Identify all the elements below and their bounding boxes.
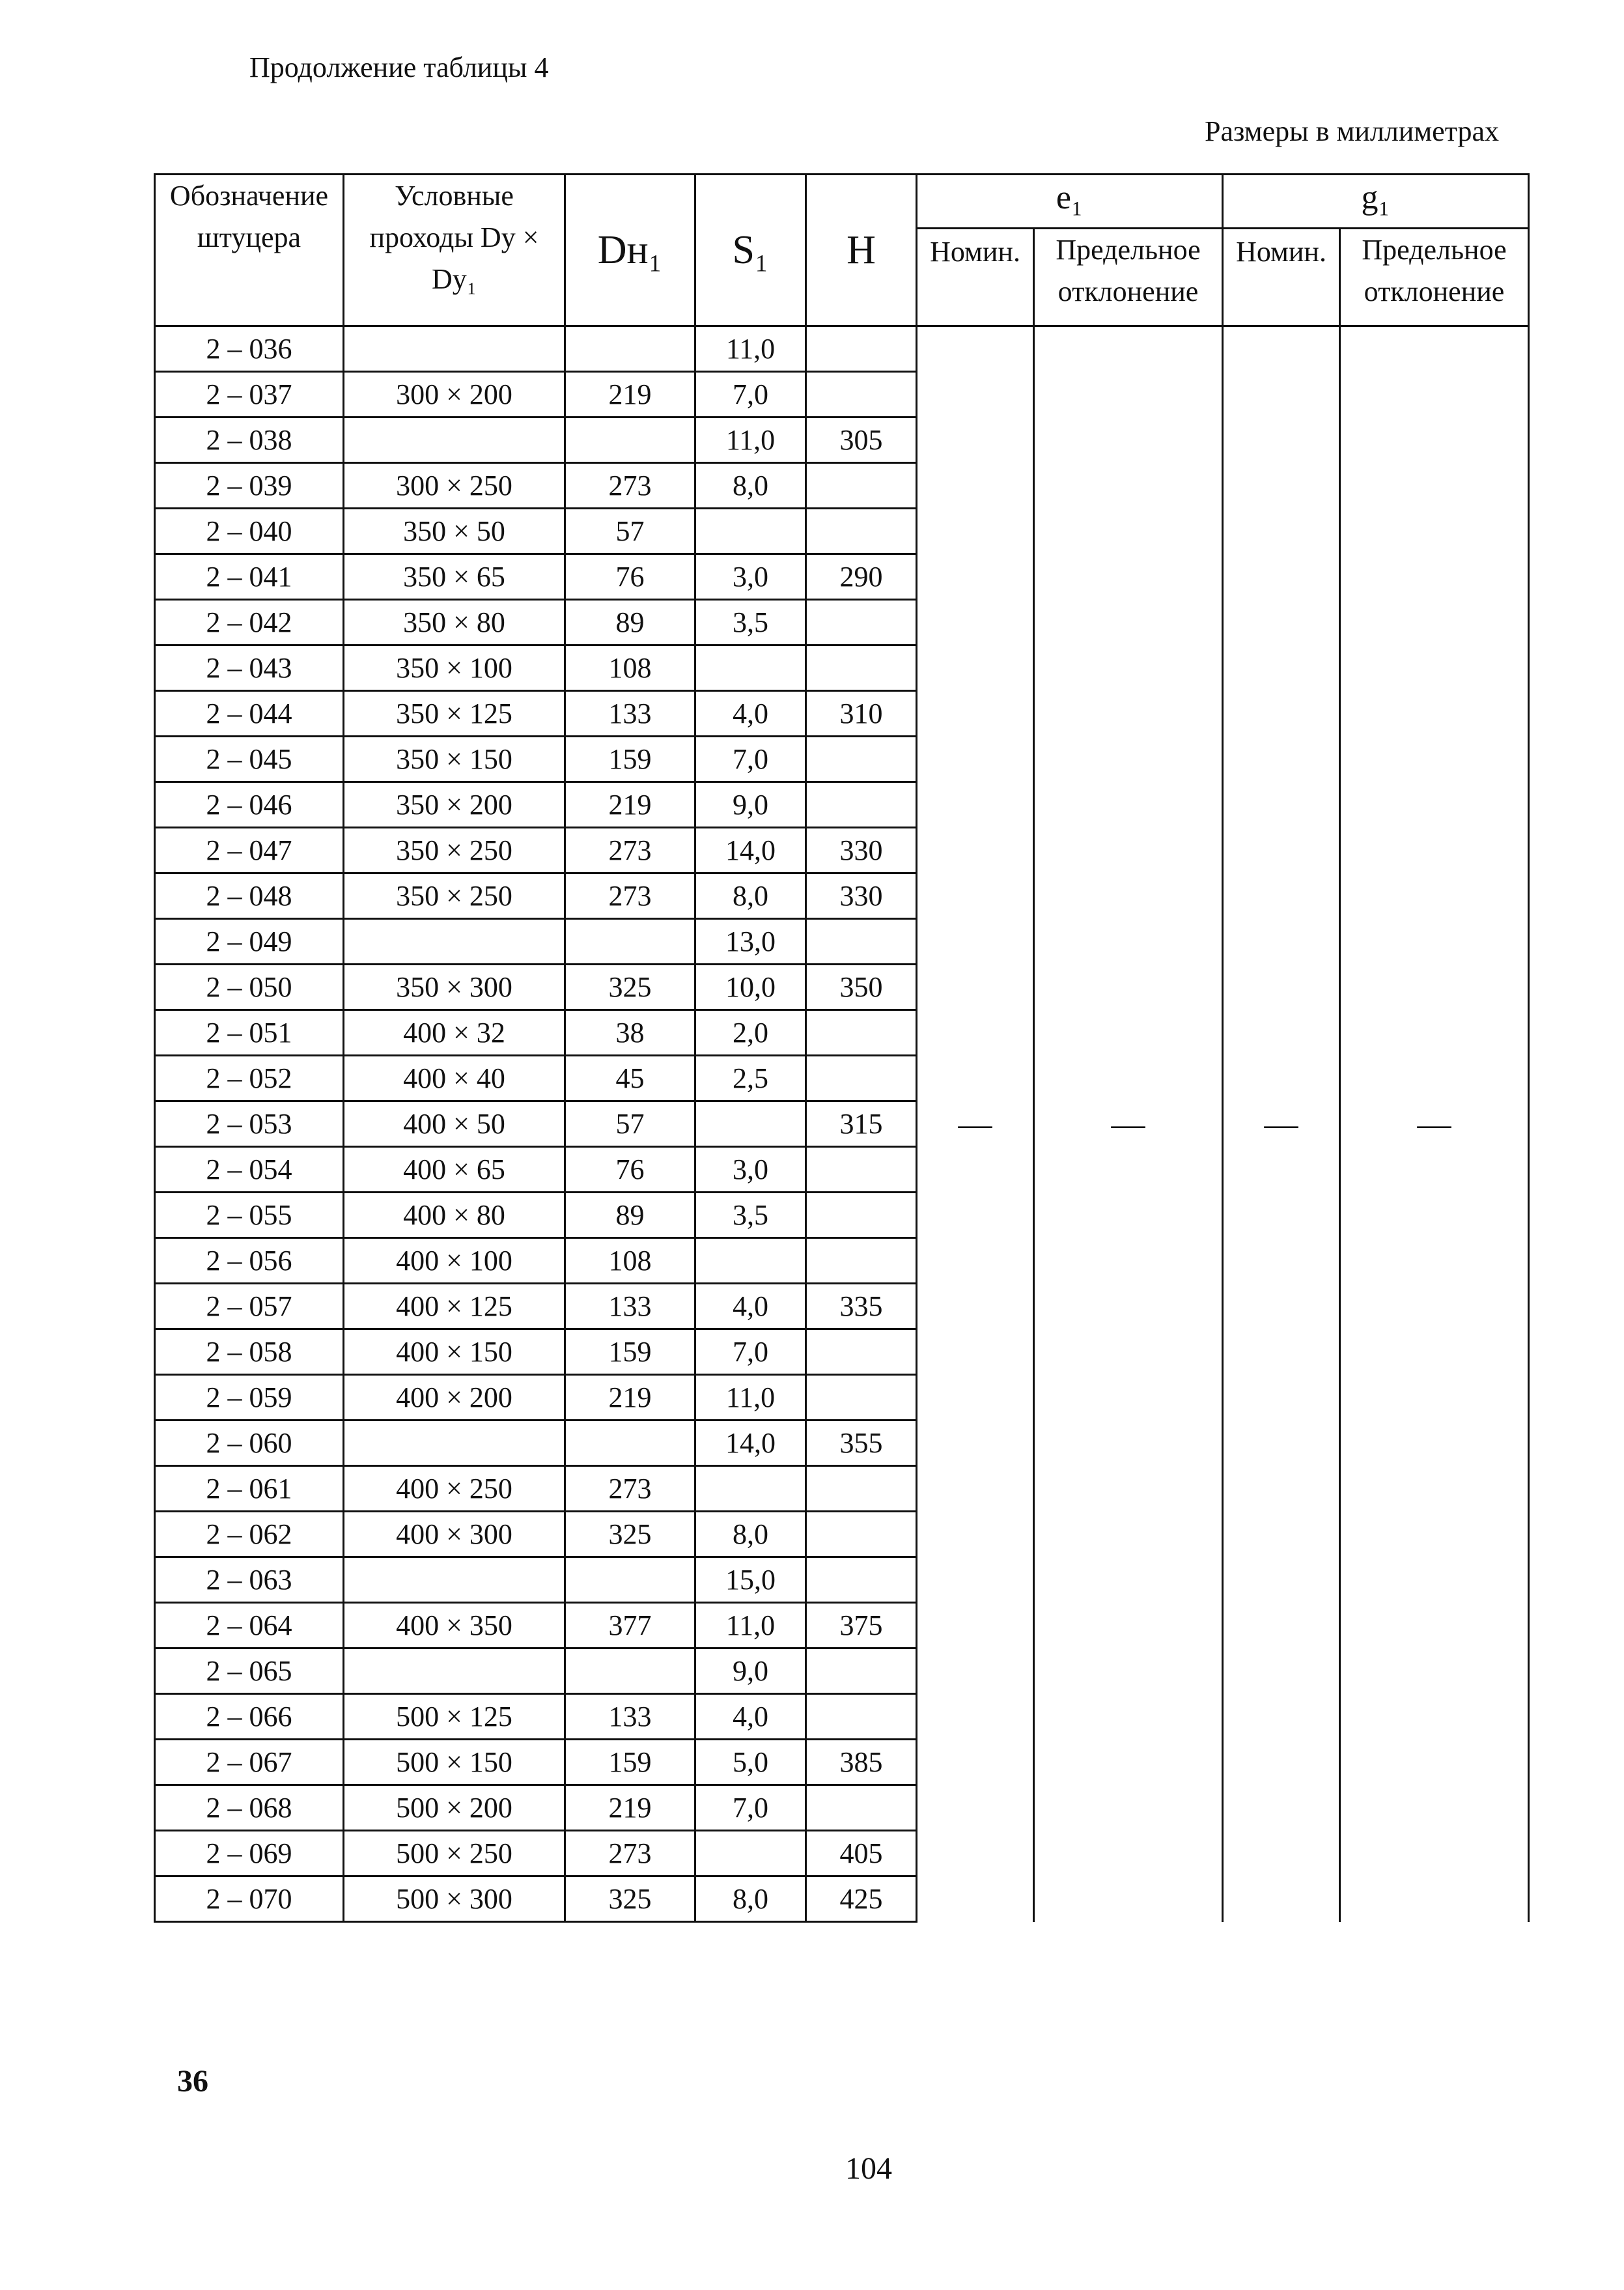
cell-designation: 2 – 060: [155, 1421, 344, 1466]
cell-passage: 300 × 200: [344, 372, 565, 417]
cell-passage: 400 × 125: [344, 1284, 565, 1329]
cell-h: [806, 326, 917, 372]
cell-h: [806, 600, 917, 645]
cell-s: [695, 1101, 806, 1147]
cell-s: [695, 509, 806, 554]
cell-s: 11,0: [695, 417, 806, 463]
page-number: 36: [177, 2064, 208, 2099]
cell-h: [806, 645, 917, 691]
cell-s: 9,0: [695, 1648, 806, 1694]
header-designation: Обозначение штуцера: [155, 175, 344, 326]
cell-h: [806, 782, 917, 828]
cell-designation: 2 – 048: [155, 873, 344, 919]
cell-passage: 350 × 250: [344, 828, 565, 873]
cell-h: [806, 1785, 917, 1831]
cell-passage: 350 × 65: [344, 554, 565, 600]
cell-dn: 57: [565, 509, 695, 554]
cell-passage: 350 × 80: [344, 600, 565, 645]
cell-s: 2,5: [695, 1056, 806, 1101]
cell-s: [695, 645, 806, 691]
cell-h: 310: [806, 691, 917, 737]
cell-h: [806, 1010, 917, 1056]
cell-dn: 108: [565, 1238, 695, 1284]
cell-s: [695, 1831, 806, 1876]
cell-h: [806, 463, 917, 509]
cell-passage: 400 × 150: [344, 1329, 565, 1375]
cell-designation: 2 – 045: [155, 737, 344, 782]
header-e-group: e₁: [917, 175, 1223, 229]
cell-s: [695, 1466, 806, 1512]
cell-s: 8,0: [695, 1876, 806, 1922]
cell-dn: [565, 1557, 695, 1603]
sheet-number: 104: [845, 2151, 892, 2186]
cell-s: 9,0: [695, 782, 806, 828]
fitting-dimensions-table: [154, 173, 1530, 1923]
cell-s: 8,0: [695, 463, 806, 509]
cell-designation: 2 – 044: [155, 691, 344, 737]
cell-passage: 400 × 32: [344, 1010, 565, 1056]
cell-passage: 350 × 50: [344, 509, 565, 554]
cell-dn: 159: [565, 1740, 695, 1785]
cell-s: 8,0: [695, 873, 806, 919]
cell-s: [695, 1238, 806, 1284]
cell-dn: 273: [565, 1466, 695, 1512]
cell-h: [806, 1147, 917, 1193]
header-row-1: [155, 175, 1529, 229]
cell-passage: 500 × 300: [344, 1876, 565, 1922]
cell-h: 330: [806, 873, 917, 919]
cell-designation: 2 – 037: [155, 372, 344, 417]
cell-passage: 350 × 300: [344, 965, 565, 1010]
cell-h: 425: [806, 1876, 917, 1922]
cell-passage: 500 × 125: [344, 1694, 565, 1740]
cell-s: 3,5: [695, 600, 806, 645]
cell-s: 11,0: [695, 326, 806, 372]
cell-dn: 45: [565, 1056, 695, 1101]
cell-passage: 400 × 65: [344, 1147, 565, 1193]
cell-h: 350: [806, 965, 917, 1010]
cell-designation: 2 – 052: [155, 1056, 344, 1101]
cell-dn: [565, 919, 695, 965]
cell-passage: [344, 417, 565, 463]
cell-h: [806, 1329, 917, 1375]
cell-dn: 89: [565, 1193, 695, 1238]
cell-dn: 159: [565, 737, 695, 782]
cell-dn: [565, 417, 695, 463]
cell-s: 14,0: [695, 1421, 806, 1466]
cell-designation: 2 – 070: [155, 1876, 344, 1922]
cell-passage: [344, 1648, 565, 1694]
cell-h: 290: [806, 554, 917, 600]
cell-designation: 2 – 057: [155, 1284, 344, 1329]
cell-dn: [565, 1648, 695, 1694]
cell-dn: 273: [565, 873, 695, 919]
cell-designation: 2 – 066: [155, 1694, 344, 1740]
table-caption: Продолжение таблицы 4: [249, 51, 549, 83]
cell-passage: 300 × 250: [344, 463, 565, 509]
cell-s: 4,0: [695, 1284, 806, 1329]
cell-designation: 2 – 062: [155, 1512, 344, 1557]
cell-passage: 400 × 100: [344, 1238, 565, 1284]
cell-s: 13,0: [695, 919, 806, 965]
cell-passage: 350 × 250: [344, 873, 565, 919]
cell-designation: 2 – 038: [155, 417, 344, 463]
cell-h: [806, 1694, 917, 1740]
cell-dn: 76: [565, 554, 695, 600]
cell-s: 4,0: [695, 691, 806, 737]
cell-dn: 325: [565, 965, 695, 1010]
cell-h: 355: [806, 1421, 917, 1466]
header-h: H: [806, 175, 917, 326]
cell-h: [806, 1238, 917, 1284]
cell-dn: 133: [565, 1694, 695, 1740]
cell-designation: 2 – 065: [155, 1648, 344, 1694]
cell-s: 7,0: [695, 1329, 806, 1375]
cell-passage: [344, 1557, 565, 1603]
cell-e-nominal-dash: —: [917, 326, 1034, 1922]
cell-h: [806, 919, 917, 965]
cell-passage: 500 × 150: [344, 1740, 565, 1785]
cell-e-deviation-dash: —: [1034, 326, 1223, 1922]
cell-designation: 2 – 049: [155, 919, 344, 965]
cell-passage: 350 × 100: [344, 645, 565, 691]
cell-designation: 2 – 041: [155, 554, 344, 600]
cell-dn: 219: [565, 1375, 695, 1421]
cell-h: [806, 1512, 917, 1557]
cell-designation: 2 – 063: [155, 1557, 344, 1603]
cell-dn: [565, 326, 695, 372]
cell-s: 5,0: [695, 1740, 806, 1785]
cell-h: 330: [806, 828, 917, 873]
cell-dn: 377: [565, 1603, 695, 1648]
cell-s: 4,0: [695, 1694, 806, 1740]
cell-passage: 400 × 200: [344, 1375, 565, 1421]
cell-passage: 400 × 350: [344, 1603, 565, 1648]
cell-passage: 350 × 150: [344, 737, 565, 782]
cell-dn: 57: [565, 1101, 695, 1147]
cell-h: 385: [806, 1740, 917, 1785]
cell-designation: 2 – 059: [155, 1375, 344, 1421]
cell-designation: 2 – 068: [155, 1785, 344, 1831]
header-g-deviation: Предельное отклонение: [1340, 229, 1529, 326]
cell-designation: 2 – 046: [155, 782, 344, 828]
cell-passage: 500 × 250: [344, 1831, 565, 1876]
cell-passage: 350 × 200: [344, 782, 565, 828]
cell-s: 11,0: [695, 1375, 806, 1421]
cell-dn: [565, 1421, 695, 1466]
cell-passage: 400 × 40: [344, 1056, 565, 1101]
cell-dn: 273: [565, 1831, 695, 1876]
cell-designation: 2 – 067: [155, 1740, 344, 1785]
cell-designation: 2 – 036: [155, 326, 344, 372]
cell-passage: 350 × 125: [344, 691, 565, 737]
cell-dn: 76: [565, 1147, 695, 1193]
cell-s: 11,0: [695, 1603, 806, 1648]
cell-designation: 2 – 053: [155, 1101, 344, 1147]
cell-h: [806, 1557, 917, 1603]
header-g-group: g₁: [1223, 175, 1529, 229]
cell-s: 3,5: [695, 1193, 806, 1238]
cell-s: 14,0: [695, 828, 806, 873]
cell-designation: 2 – 047: [155, 828, 344, 873]
cell-h: [806, 372, 917, 417]
cell-s: 7,0: [695, 737, 806, 782]
header-e-nominal: Номин.: [917, 229, 1034, 326]
cell-designation: 2 – 056: [155, 1238, 344, 1284]
cell-dn: 273: [565, 463, 695, 509]
cell-h: 315: [806, 1101, 917, 1147]
cell-passage: 400 × 50: [344, 1101, 565, 1147]
cell-passage: [344, 1421, 565, 1466]
cell-dn: 133: [565, 1284, 695, 1329]
cell-h: 405: [806, 1831, 917, 1876]
cell-passage: 400 × 250: [344, 1466, 565, 1512]
cell-g-nominal-dash: —: [1223, 326, 1340, 1922]
cell-designation: 2 – 061: [155, 1466, 344, 1512]
cell-dn: 219: [565, 372, 695, 417]
cell-designation: 2 – 042: [155, 600, 344, 645]
cell-dn: 325: [565, 1876, 695, 1922]
cell-designation: 2 – 040: [155, 509, 344, 554]
cell-h: [806, 1375, 917, 1421]
header-e-deviation: Предельное отклонение: [1034, 229, 1223, 326]
cell-passage: [344, 919, 565, 965]
cell-g-deviation-dash: —: [1340, 326, 1529, 1922]
cell-designation: 2 – 054: [155, 1147, 344, 1193]
cell-s: 3,0: [695, 1147, 806, 1193]
cell-passage: 400 × 80: [344, 1193, 565, 1238]
cell-h: [806, 737, 917, 782]
cell-s: 10,0: [695, 965, 806, 1010]
header-g-nominal: Номин.: [1223, 229, 1340, 326]
cell-designation: 2 – 058: [155, 1329, 344, 1375]
cell-designation: 2 – 069: [155, 1831, 344, 1876]
cell-designation: 2 – 064: [155, 1603, 344, 1648]
cell-dn: 325: [565, 1512, 695, 1557]
table-body: [155, 326, 1529, 1922]
cell-designation: 2 – 039: [155, 463, 344, 509]
cell-dn: 219: [565, 1785, 695, 1831]
cell-dn: 219: [565, 782, 695, 828]
cell-dn: 38: [565, 1010, 695, 1056]
cell-designation: 2 – 051: [155, 1010, 344, 1056]
cell-designation: 2 – 050: [155, 965, 344, 1010]
cell-h: [806, 1193, 917, 1238]
table-row: [155, 326, 1529, 372]
units-note: Размеры в миллиметрах: [1205, 115, 1499, 147]
cell-dn: 89: [565, 600, 695, 645]
cell-h: 375: [806, 1603, 917, 1648]
cell-passage: 400 × 300: [344, 1512, 565, 1557]
cell-h: [806, 509, 917, 554]
cell-passage: [344, 326, 565, 372]
cell-h: [806, 1056, 917, 1101]
cell-s: 7,0: [695, 372, 806, 417]
cell-s: 2,0: [695, 1010, 806, 1056]
cell-h: [806, 1648, 917, 1694]
cell-s: 15,0: [695, 1557, 806, 1603]
cell-designation: 2 – 055: [155, 1193, 344, 1238]
header-s: S₁: [695, 175, 806, 326]
cell-designation: 2 – 043: [155, 645, 344, 691]
cell-s: 7,0: [695, 1785, 806, 1831]
cell-s: 3,0: [695, 554, 806, 600]
cell-dn: 108: [565, 645, 695, 691]
cell-dn: 159: [565, 1329, 695, 1375]
cell-dn: 133: [565, 691, 695, 737]
cell-passage: 500 × 200: [344, 1785, 565, 1831]
cell-h: [806, 1466, 917, 1512]
cell-s: 8,0: [695, 1512, 806, 1557]
cell-h: 335: [806, 1284, 917, 1329]
header-passage: Условные проходы Dy × Dy₁: [344, 175, 565, 326]
cell-dn: 273: [565, 828, 695, 873]
cell-h: 305: [806, 417, 917, 463]
header-dn: Dн₁: [565, 175, 695, 326]
